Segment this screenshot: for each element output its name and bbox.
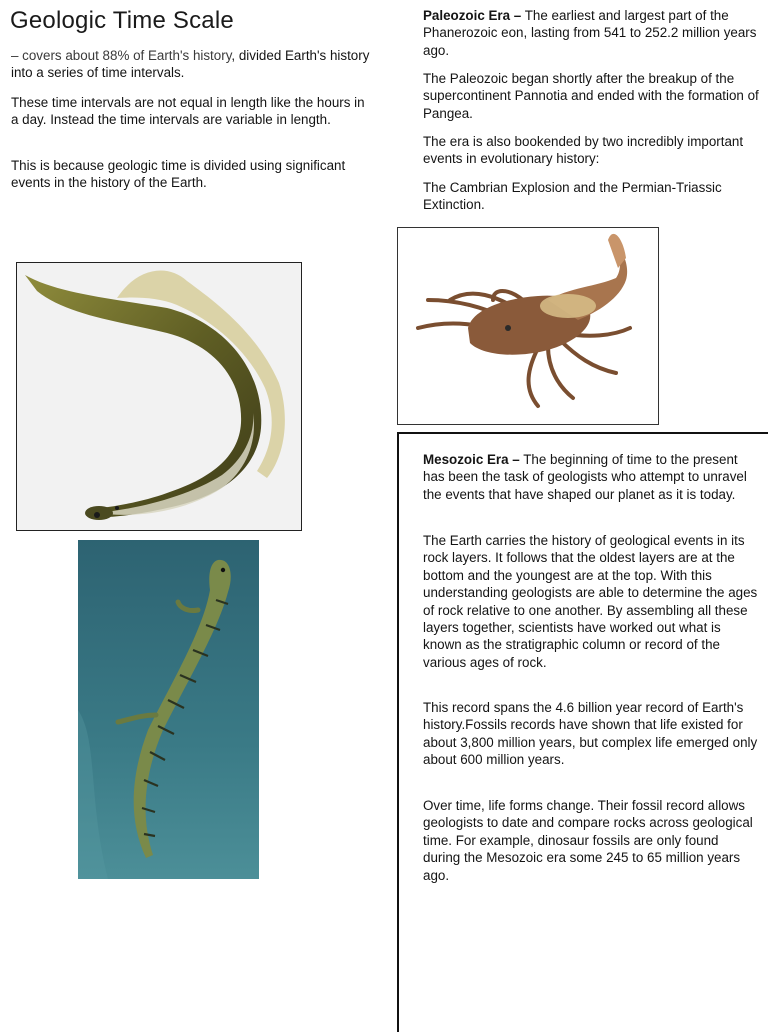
mesozoic-paragraph-1	[423, 451, 759, 503]
paleozoic-text-1: The earliest and largest part of the Phanerozoic eon, lasting from 541 to 252.2 million years ago.	[423, 8, 757, 58]
page-title: Geologic Time Scale	[10, 7, 234, 34]
paleozoic-paragraph-1	[423, 7, 759, 59]
mesozoic-heading: Mesozoic Era –	[423, 452, 520, 467]
intro-lead: – covers about 88% of Earth's history	[11, 48, 232, 63]
intro-lead-rest: , divided Earth's history into a series of time intervals.	[11, 48, 370, 81]
paleozoic-heading: Paleozoic Era –	[423, 8, 522, 23]
paleozoic-paragraph-2: The Paleozoic began shortly after the breakup of the supercontinent Pannotia and ended with the formation of Pangea.	[423, 71, 759, 121]
mesozoic-text-1: The beginning of time to the present has been the task of geologists who attempt to unravel the events that have shaped our planet as it is today.	[423, 452, 747, 502]
mesozoic-paragraph-3: This record spans the 4.6 billion year record of Earth's history.Fossils records have shown that life existed for about 3,800 million years, but complex life emerged only about 600 million years.	[423, 700, 758, 768]
amphibian-illustration	[78, 540, 259, 879]
intro-paragraph-3: This is because geologic time is divided using significant events in the history of the Earth.	[11, 158, 346, 191]
paleozoic-paragraph-3: The era is also bookended by two incredibly important events in evolutionary history:	[423, 134, 744, 167]
fish-illustration	[16, 262, 302, 531]
paleozoic-paragraph-4: The Cambrian Explosion and the Permian-Triassic Extinction.	[423, 180, 722, 213]
mesozoic-paragraph-4: Over time, life forms change. Their fossil record allows geologists to date and compare rocks across geological time. For example, dinosaur fossils are only found during the Mesozoic era some 245 to 65 million years ago.	[423, 798, 753, 883]
amphibian-drawing	[78, 540, 259, 879]
intro-paragraph-1	[11, 47, 373, 82]
sea-scorpion-illustration	[397, 227, 659, 425]
mesozoic-paragraph-2: The Earth carries the history of geological events in its rock layers. It follows that the oldest layers are at the bottom and the youngest are at the top. With this understanding geologists are able to determine the ages of rock relative to one another. By assembling all these layers together, scientists have worked out what is known as the stratigraphic column or record of the various ages of rock.	[423, 533, 758, 670]
fish-drawing	[17, 263, 300, 529]
intro-paragraph-2: These time intervals are not equal in length like the hours in a day. Instead the time intervals are variable in length.	[11, 95, 365, 128]
sea-scorpion-drawing	[398, 228, 657, 423]
